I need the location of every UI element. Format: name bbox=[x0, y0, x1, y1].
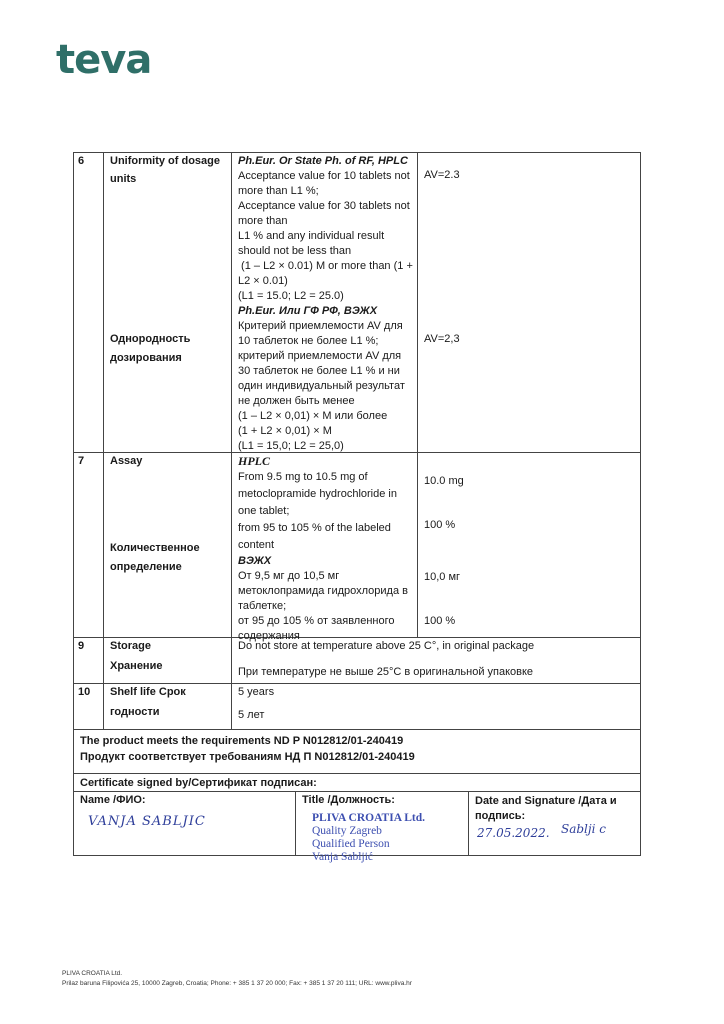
name-handwritten: VANJA SABLJIC bbox=[88, 814, 206, 829]
result-ru: AV=2,3 bbox=[424, 333, 460, 345]
parameter-name bbox=[104, 153, 232, 452]
method-line: (L1 = 15.0; L2 = 25.0) bbox=[238, 290, 344, 302]
parameter-name bbox=[104, 638, 232, 683]
stamp-line: Quality Zagreb bbox=[312, 825, 382, 837]
result-cell bbox=[418, 153, 640, 452]
table-row-shelf-life bbox=[73, 684, 641, 730]
signature-handwritten: Sablji c bbox=[561, 822, 606, 836]
method-line: From 9.5 mg to 10.5 mg of bbox=[238, 471, 368, 483]
conformity-ru: Продукт соответствует требованиям НД П N012812/01-240419 bbox=[80, 751, 415, 763]
method-cell bbox=[232, 153, 418, 452]
param-en: Shelf life Срок bbox=[110, 686, 186, 698]
method-line: L1 % and any individual result bbox=[238, 230, 385, 242]
conformity-en: The product meets the requirements ND P N012812/01-240419 bbox=[80, 735, 404, 747]
method-line: Критерий приемлемости AV для bbox=[238, 320, 403, 332]
date-cell bbox=[469, 792, 640, 855]
method-cell bbox=[232, 453, 418, 642]
parameter-name bbox=[104, 684, 232, 729]
row-number: 6 bbox=[74, 153, 104, 452]
signed-by-row bbox=[73, 774, 641, 792]
date-label: Date and Signature /Дата и подпись: bbox=[475, 795, 617, 822]
stamp-line: Qualified Person bbox=[312, 838, 390, 850]
footer-address: Prilaz baruna Filipovića 25, 10000 Zagreb, Croatia; Phone: + 385 1 37 20 000; Fax: + 385 1 37 20 111; URL: www.pliva.hr bbox=[62, 980, 412, 987]
result-value: 10,0 мг bbox=[424, 571, 461, 583]
method-header-ru: Ph.Eur. Или ГФ РФ, ВЭЖХ bbox=[238, 305, 378, 317]
stamp-line: Vanja Sabljić bbox=[312, 851, 373, 863]
method-line: один индивидуальный результат bbox=[238, 380, 405, 392]
shelf-life-en: 5 years bbox=[238, 686, 275, 698]
param-ru: годности bbox=[110, 706, 160, 718]
table-row-storage bbox=[73, 638, 641, 684]
method-line: содержания bbox=[238, 630, 300, 642]
param-ru: Однородность bbox=[110, 333, 191, 345]
qualified-person-stamp bbox=[312, 812, 425, 864]
certificate-table bbox=[73, 152, 641, 863]
method-line: не должен быть менее bbox=[238, 395, 355, 407]
result-value: 10.0 mg bbox=[424, 475, 464, 487]
method-header-en: Ph.Eur. Or State Ph. of RF, HPLC bbox=[238, 155, 408, 167]
method-line: от 95 до 105 % от заявленного bbox=[238, 615, 395, 627]
storage-cell bbox=[232, 638, 640, 683]
method-line: metoclopramide hydrochloride in bbox=[238, 488, 397, 500]
signature-row bbox=[73, 792, 641, 863]
storage-en: Do not store at temperature above 25 C°, in original package bbox=[238, 640, 535, 652]
method-line: one tablet; bbox=[238, 505, 290, 517]
page-footer bbox=[62, 969, 412, 989]
title-cell bbox=[296, 792, 469, 863]
result-value: 100 % bbox=[424, 519, 456, 531]
result-cell bbox=[418, 453, 640, 637]
method-line: критерий приемлемости AV для bbox=[238, 350, 402, 362]
method-line: (1 – L2 × 0,01) × M или более bbox=[238, 410, 388, 422]
method-line: more than bbox=[238, 215, 288, 227]
teva-logo: teva bbox=[56, 37, 152, 83]
method-line: (1 – L2 × 0.01) M or more than (1 + bbox=[238, 260, 413, 272]
storage-ru: При температуре не выше 25°C в оригинальной упаковке bbox=[238, 666, 534, 678]
row-number: 7 bbox=[74, 453, 104, 637]
method-line: 10 таблеток не более L1 %; bbox=[238, 335, 379, 347]
conformity-statement bbox=[73, 730, 641, 774]
param-en: Assay bbox=[110, 455, 143, 467]
method-line: 30 таблеток не более L1 % и ни bbox=[238, 365, 400, 377]
method-line: should not be less than bbox=[238, 245, 352, 257]
date-handwritten: 27.05.2022. bbox=[477, 826, 550, 840]
method-line: (L1 = 15,0; L2 = 25,0) bbox=[238, 440, 344, 452]
method-line: L2 × 0.01) bbox=[238, 275, 288, 287]
name-cell bbox=[74, 792, 296, 855]
parameter-name bbox=[104, 453, 232, 637]
method-line: content bbox=[238, 539, 275, 551]
method-line: from 95 to 105 % of the labeled bbox=[238, 522, 391, 534]
method-line: more than L1 %; bbox=[238, 185, 319, 197]
result-value: 100 % bbox=[424, 615, 456, 627]
method-header-ru: ВЭЖХ bbox=[238, 555, 272, 567]
row-number: 9 bbox=[74, 638, 104, 683]
shelf-life-cell bbox=[232, 684, 640, 729]
row-number: 10 bbox=[74, 684, 104, 729]
title-label: Title /Должность: bbox=[302, 794, 395, 806]
param-ru-2: определение bbox=[110, 561, 182, 573]
method-line: От 9,5 мг до 10,5 мг bbox=[238, 570, 340, 582]
method-line: метоклопрамида гидрохлорида в bbox=[238, 585, 408, 597]
table-row-uniformity bbox=[73, 152, 641, 453]
stamp-line: PLIVA CROATIA Ltd. bbox=[312, 812, 426, 824]
method-line: (1 + L2 × 0,01) × M bbox=[238, 425, 332, 437]
shelf-life-ru: 5 лет bbox=[238, 709, 265, 721]
method-line: таблетке; bbox=[238, 600, 287, 612]
param-ru: Хранение bbox=[110, 660, 163, 672]
result-en: AV=2.3 bbox=[424, 169, 460, 181]
param-en-2: units bbox=[110, 173, 137, 185]
footer-company: PLIVA CROATIA Ltd. bbox=[62, 970, 123, 977]
param-en: Storage bbox=[110, 640, 151, 652]
method-line: Acceptance value for 30 tablets not bbox=[238, 200, 410, 212]
method-header-en: HPLC bbox=[238, 454, 270, 468]
param-ru-2: дозирования bbox=[110, 352, 182, 364]
name-label: Name /ФИО: bbox=[80, 794, 146, 806]
param-en: Uniformity of dosage bbox=[110, 155, 221, 167]
param-ru: Количественное bbox=[110, 542, 200, 554]
table-row-assay bbox=[73, 453, 641, 642]
signed-by-label: Certificate signed by/Сертификат подписан: bbox=[80, 777, 317, 789]
method-line: Acceptance value for 10 tablets not bbox=[238, 170, 410, 182]
